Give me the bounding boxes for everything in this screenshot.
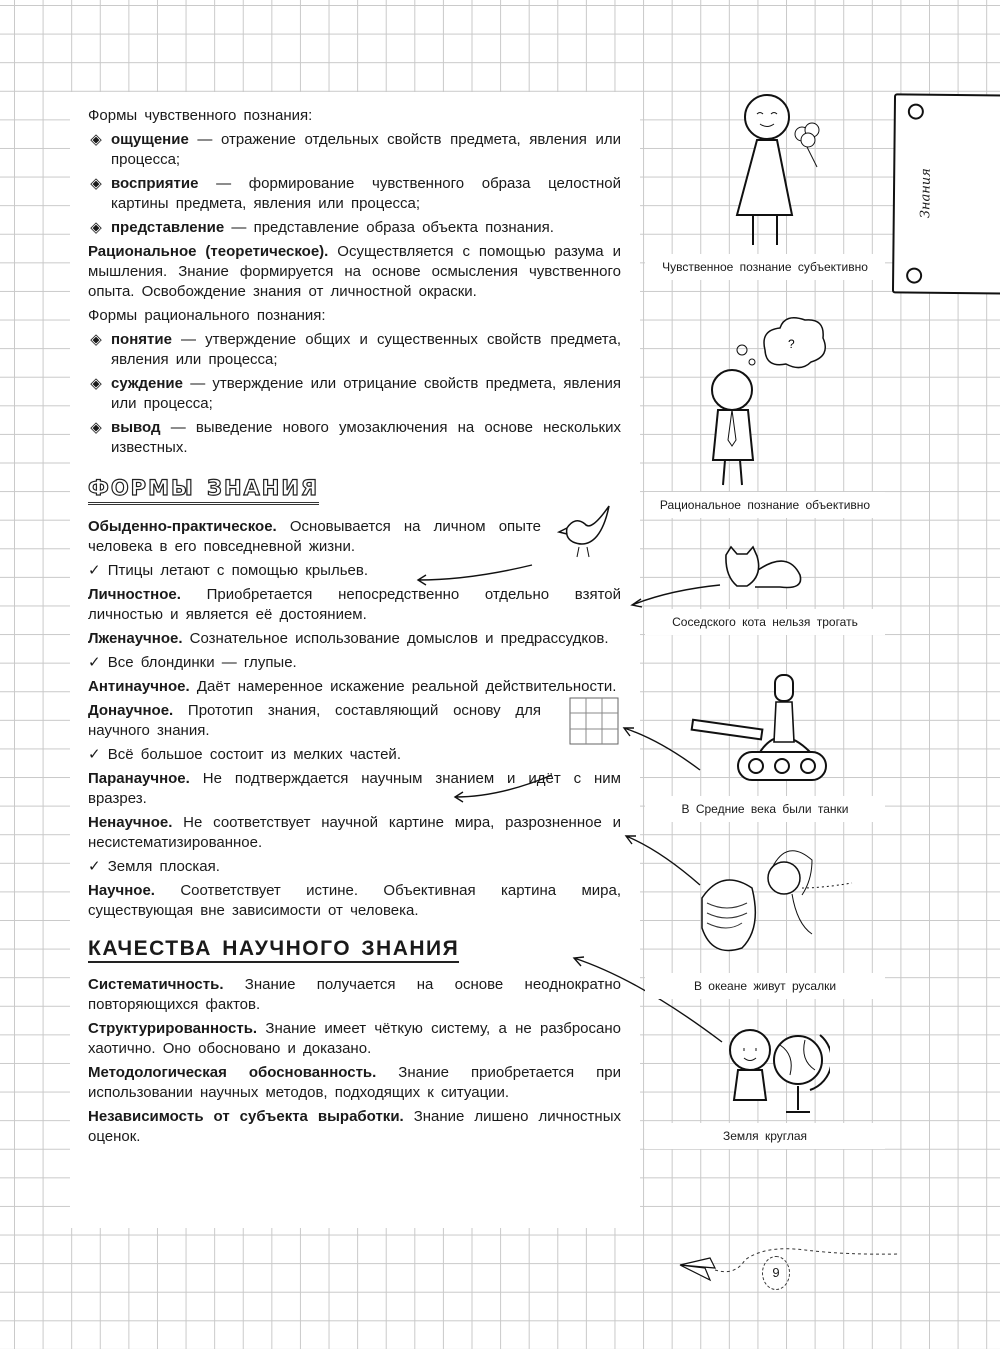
check-icon: ✓	[88, 746, 101, 763]
section-tab[interactable]	[892, 93, 1000, 294]
form-item: Ненаучное. Не соответствует научной картине мира, разрозненное и несистематизированное.	[88, 814, 621, 851]
caption-mermaids: В океане живут русалки	[645, 973, 885, 999]
kid-with-globe-illustration	[720, 1020, 830, 1120]
puzzle-illustration	[569, 697, 621, 747]
cat-illustration	[718, 545, 808, 595]
question-mark: ?	[788, 337, 795, 351]
form-item: Обыденно-практическое. Основывается на личном опыте человека в его повседневной жизни.	[88, 517, 621, 557]
caption-rational: Рациональное познание объективно	[645, 492, 885, 518]
rational-intro: Формы рационального познания:	[88, 307, 326, 324]
form-item: Паранаучное. Не подтверждается научным знанием и идёт с ним вразрез.	[88, 770, 621, 807]
section-heading-qualities: КАЧЕСТВА НАУЧНОГО ЗНАНИЯ	[88, 939, 459, 963]
diamond-bullet-icon: ◈	[90, 131, 102, 148]
form-item: Антинаучное. Даёт намеренное искажение реальной действительности.	[88, 678, 617, 695]
example: ✓ Птицы летают с помощью крыльев.	[88, 562, 369, 579]
sensory-intro: Формы чувственного познания:	[88, 107, 313, 124]
caption-tanks: В Средние века были танки	[645, 796, 885, 822]
check-icon: ✓	[88, 562, 101, 579]
thinking-person-illustration	[690, 310, 830, 490]
diamond-bullet-icon: ◈	[90, 375, 102, 392]
page-number: 9	[762, 1256, 790, 1290]
quality-item: Методологическая обоснованность. Знание приобретается при использовании научных методов, подходящих к ситуации.	[88, 1064, 621, 1101]
diamond-bullet-icon: ◈	[90, 419, 102, 436]
knight-on-tank-illustration	[690, 660, 840, 790]
diamond-bullet-icon: ◈	[90, 331, 102, 348]
section-heading-forms: ФОРМЫ ЗНАНИЯ	[88, 478, 319, 505]
mermaids-illustration	[692, 838, 862, 968]
content-panel	[70, 92, 640, 1228]
caption-earth: Земля круглая	[645, 1123, 885, 1149]
text-body	[88, 106, 621, 1151]
list-item: ◈ ощущение — отражение отдельных свойств предмета, явления или процесса;	[88, 130, 621, 170]
list-item: ◈ суждение — утверждение или отрицание свойств предмета, явления или процесса;	[88, 374, 621, 414]
rational-paragraph: Рациональное (теоретическое). Осуществляется с помощью разума и мышления. Знание формируется на основе осмысления чувственного опыта. Освобождение знания от личностной окраски.	[88, 243, 621, 300]
check-icon: ✓	[88, 858, 101, 875]
person-with-flower-illustration	[715, 92, 835, 252]
tab-label: Знания	[918, 168, 934, 219]
caption-cat: Соседского кота нельзя трогать	[645, 609, 885, 635]
check-icon: ✓	[88, 654, 101, 671]
form-item: Лженаучное. Сознательное использование домыслов и предрассудков.	[88, 630, 609, 647]
quality-item: Независимость от субъекта выработки. Знание лишено личностных оценок.	[88, 1108, 621, 1145]
tab-pin-icon	[908, 104, 924, 120]
example: ✓ Всё большое состоит из мелких частей.	[88, 746, 401, 763]
list-item: ◈ понятие — утверждение общих и существенных свойств предмета, явления или процесса;	[88, 330, 621, 370]
diamond-bullet-icon: ◈	[90, 175, 102, 192]
paper-plane-icon	[675, 1240, 915, 1300]
quality-item: Структурированность. Знание имеет чёткую систему, а не разбросано хаотично. Оно обосновано и доказано.	[88, 1020, 621, 1057]
list-item: ◈ представление — представление образа объекта познания.	[88, 218, 621, 238]
example: ✓ Все блондинки — глупые.	[88, 654, 297, 671]
form-item: Донаучное. Прототип знания, составляющий основу для научного знания.	[88, 701, 621, 741]
form-item: Научное. Соответствует истине. Объективная картина мира, существующая вне зависимости от человека.	[88, 882, 621, 919]
caption-sensory: Чувственное познание субъективно	[645, 254, 885, 280]
diamond-bullet-icon: ◈	[90, 219, 102, 236]
list-item: ◈ восприятие — формирование чувственного образа целостной картины предмета, явления или процесса;	[88, 174, 621, 214]
tab-pin-icon	[906, 267, 922, 283]
quality-item: Систематичность. Знание получается на основе неоднократно повторяющихся фактов.	[88, 976, 621, 1013]
list-item: ◈ вывод — выведение нового умозаключения на основе нескольких известных.	[88, 418, 621, 458]
bird-illustration	[547, 503, 627, 563]
form-item: Личностное. Приобретается непосредственно отдельно взятой личностью и является её достоянием.	[88, 586, 621, 623]
example: ✓ Земля плоская.	[88, 858, 220, 875]
